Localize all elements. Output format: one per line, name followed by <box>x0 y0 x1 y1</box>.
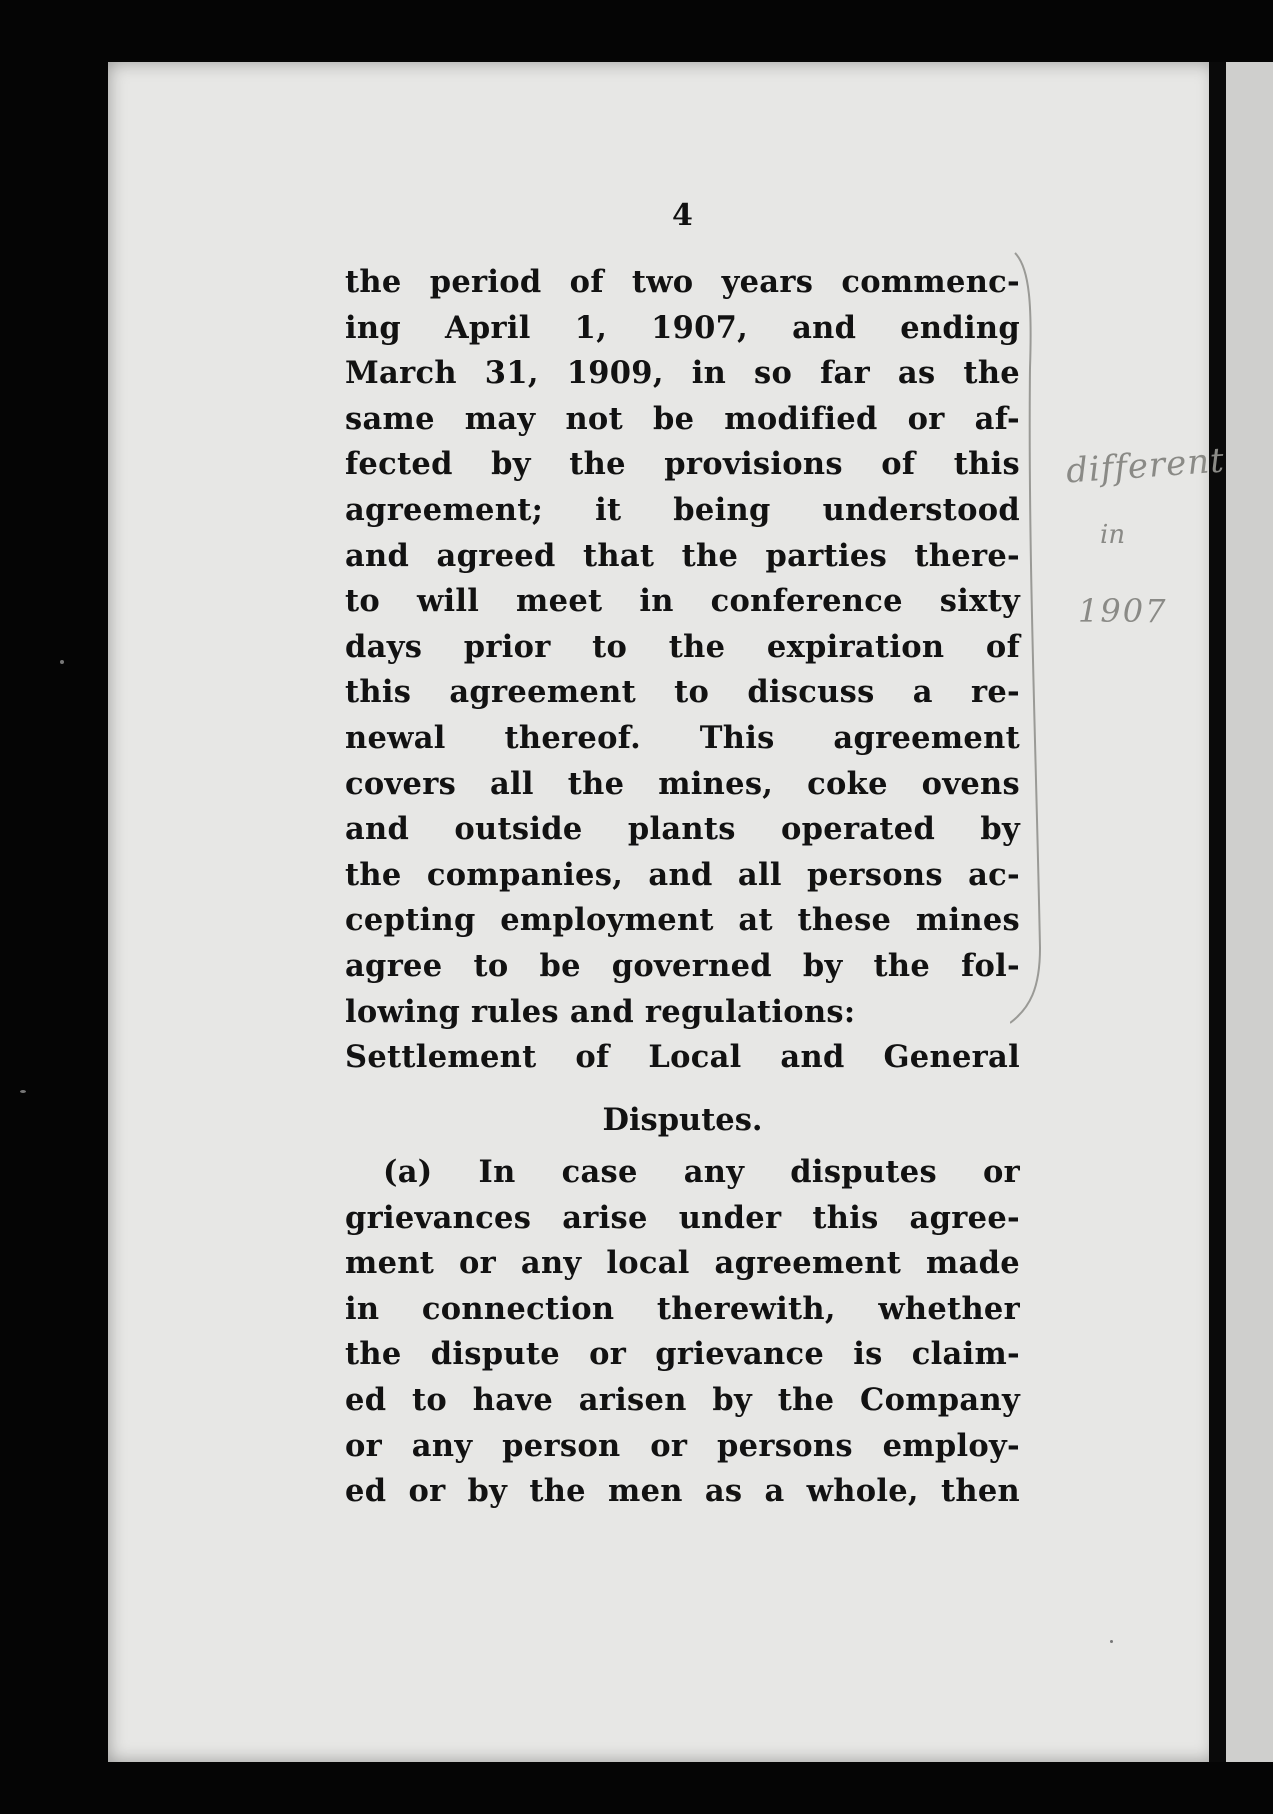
scan-speck <box>1110 1640 1113 1643</box>
text-line: Settlement of Local and General <box>345 1039 1020 1076</box>
text-line: the dispute or grievance is claim- <box>345 1336 1020 1373</box>
text-line: March 31, 1909, in so far as the <box>345 355 1020 392</box>
margin-note: in <box>1100 520 1126 550</box>
text-line: the companies, and all persons ac- <box>345 856 1020 893</box>
text-line: ed to have arisen by the Company <box>345 1381 1020 1418</box>
text-line: and agreed that the parties there- <box>345 537 1020 574</box>
scan-speck <box>60 660 64 664</box>
text-line: to will meet in conference sixty <box>345 583 1020 620</box>
text-line: or any person or persons employ- <box>345 1427 1020 1464</box>
text-line: cepting employment at these mines <box>345 902 1020 939</box>
text-line: the period of two years commenc- <box>345 264 1020 300</box>
text-line: ment or any local agreement made <box>345 1245 1020 1282</box>
paragraph-2 <box>345 1150 1020 1515</box>
section-heading: Disputes. <box>602 1102 763 1138</box>
margin-note: different <box>1064 440 1227 492</box>
scan-speck <box>20 1090 26 1093</box>
text-line: ing April 1, 1907, and ending <box>345 309 1020 346</box>
text-line: covers all the mines, coke ovens <box>345 765 1020 802</box>
text-line: (a) In case any disputes or <box>383 1154 1020 1190</box>
text-line: lowing rules and regulations: <box>345 993 856 1030</box>
text-line: agree to be governed by the fol- <box>345 947 1020 984</box>
text-line: fected by the provisions of this <box>345 446 1020 483</box>
text-line: same may not be modified or af- <box>345 400 1020 437</box>
page-gutter <box>1209 62 1226 1762</box>
handwritten-bracket <box>1010 248 1070 1028</box>
text-line: days prior to the expiration of <box>345 628 1020 665</box>
text-line: and outside plants operated by <box>345 811 1020 848</box>
text-line: grievances arise under this agree- <box>345 1199 1020 1236</box>
paragraph-1 <box>345 260 1020 1081</box>
text-line: ed or by the men as a whole, then <box>345 1473 1020 1510</box>
text-line: newal thereof. This agreement <box>345 719 1020 756</box>
margin-note: 1907 <box>1078 592 1168 630</box>
adjacent-page-edge <box>1226 62 1273 1762</box>
page-number: 4 <box>672 198 693 233</box>
text-line: agreement; it being understood <box>345 491 1020 528</box>
text-line: in connection therewith, whether <box>345 1290 1020 1327</box>
text-line: this agreement to discuss a re- <box>345 674 1020 711</box>
